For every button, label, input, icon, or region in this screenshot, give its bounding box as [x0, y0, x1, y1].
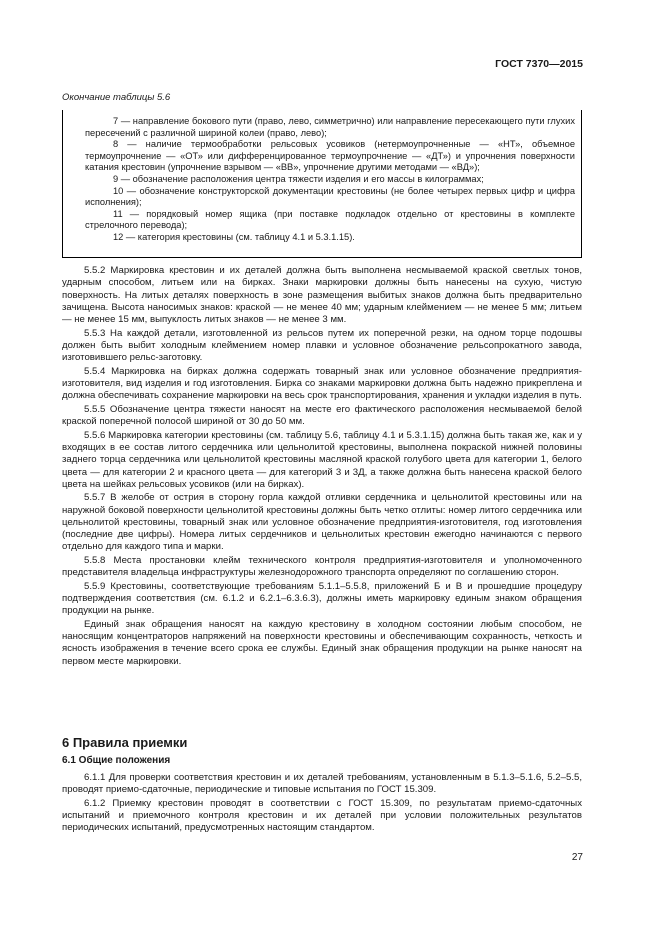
subsection-title: 6.1 Общие положения [62, 755, 171, 766]
paragraph-5-5-5: 5.5.5 Обозначение центра тяжести наносят на месте его фактического расположения несмываемой белой краской поперечной полосой шириной от 30 до 50 мм. [62, 403, 582, 428]
table-note: 9 — обозначение расположения центра тяжести изделия и его массы в килограммах; [113, 173, 484, 184]
paragraph-5-5-6: 5.5.6 Маркировка категории крестовины (см. таблицу 5.6, таблицу 4.1 и 5.3.1.15) должна быть такая же, как и у входящих в ее состав литого сердечника или цельнолитой крестовины, выполнена покраской нижней половины заднего торца сердечника или цельнолитой крестовины масляной краской голубого цвета для категории 1, белого цвета — для категории 2 и красного цвета — для категорий 3 и 3Д, а также должна быть нанесена краской белого цвета на шейках рельсовых усовиков (или на бирках). [62, 429, 582, 490]
table-note: 11 — порядковый номер ящика (при поставке подкладок отдельно от крестовины в комплекте стрелочного перевода); [85, 208, 575, 231]
paragraph-6-1-1: 6.1.1 Для проверки соответствия крестовин и их деталей требованиям, установленным в 5.1.3–5.1.6, 5.2–5.5, проводят приемо-сдаточные, периодические и типовые испытания по ГОСТ 15.309. [62, 772, 582, 796]
acceptance-section-text [62, 772, 582, 836]
paragraph-5-5-3: 5.5.3 На каждой детали, изготовленной из рельсов путем их поперечной резки, на одном торце подошвы должен быть выбит холодным клеймением номер плавки и условное обозначение рельсопрокатного завода, изготовившего рельс-заготовку. [62, 327, 582, 364]
paragraph-6-1-2: 6.1.2 Приемку крестовин проводят в соответствии с ГОСТ 15.309, по результатам приемо-сдаточных испытаний и приемочного контроля крестовин и их деталей при условии положительных результатов периодических испытаний, предусмотренных настоящим стандартом. [62, 797, 582, 834]
table-note: 7 — направление бокового пути (право, лево, симметрично) или направление пересекающего пути глухих пересечений с различной шириной колеи (право, лево); [85, 116, 575, 138]
paragraph-5-5-7: 5.5.7 В желобе от острия в сторону горла каждой отливки сердечника и цельнолитой крестовины или на наружной боковой поверхности цельнолитой крестовины должны быть четко отлиты: номер литого сердечника или цельнолитой крестовины, товарный знак или условное обозначение предприятия-изготовителя, год изготовления (последние две цифры). Номера литых сердечников и цельнолитых крестовин ежегодно начинаются с первого отдельно для каждого типа и марки. [62, 492, 582, 553]
paragraph-5-5-2: 5.5.2 Маркировка крестовин и их деталей должна быть выполнена несмываемой краской светлых тонов, ударным способом, литьем или на бирках. Знаки маркировки должны быть нанесены на сухую, чистую поверхность. На литых деталях поверхность в зоне размещения выбитых знаков должна быть предварительно зачищена. Высота наносимых знаков: краской — не менее 40 мм; ударным клеймением — не менее 5 мм; литьем — не менее 15 мм, выпуклость литых знаков — не менее 3 мм. [62, 265, 582, 326]
paragraph-5-5-9: 5.5.9 Крестовины, соответствующие требованиям 5.1.1–5.5.8, приложений Б и В и прошедшие процедуру подтверждения соответствия (см. 6.1.2 и 6.2.1–6.3.6.3), должны иметь маркировку единым знаком обращения продукции на рынке. [62, 580, 582, 617]
table-note: 8 — наличие термообработки рельсовых усовиков (нетермоупрочненные — «НТ», объемное термоупрочнение — «ОТ» или дифференцированное термоупрочнение — «ДТ») и упрочнения поверхности катания крестовин (упрочнение взрывом — «ВВ», упрочнение другими методами — «ВД»); [85, 139, 575, 173]
table-notes-box [62, 110, 582, 258]
document-code: ГОСТ 7370—2015 [495, 58, 583, 70]
section-title: 6 Правила приемки [62, 735, 188, 750]
table-note: 12 — категория крестовины (см. таблицу 4.1 и 5.3.1.15). [113, 231, 355, 242]
table-notes [85, 116, 575, 244]
marking-section-text [62, 265, 582, 669]
table-note: 10 — обозначение конструкторской документации крестовины (не более четырех первых цифр и цифра исполнения); [85, 185, 575, 208]
paragraph-unified-mark: Единый знак обращения наносят на каждую крестовину в холодном состоянии любым способом, не наносящим концентраторов напряжений на поверхности крестовины и обеспечивающим сохранность, четкость и ясность изображения в течение всего срока ее службы. Единый знак обращения продукции на рынке наносят на первом месте маркировки. [62, 618, 582, 667]
page-number: 27 [571, 852, 583, 863]
table-caption: Окончание таблицы 5.6 [62, 92, 171, 103]
paragraph-5-5-8: 5.5.8 Места простановки клейм технического контроля предприятия-изготовителя и уполномоченного представителя владельца инфраструктуры железнодорожного транспорта определяют по соглашению сторон. [62, 554, 582, 579]
paragraph-5-5-4: 5.5.4 Маркировка на бирках должна содержать товарный знак или условное обозначение предприятия-изготовителя, вид изделия и год изготовления. Бирка со знаками маркировки должна быть надежно прикреплена и должна обеспечивать сохранение маркировки на весь срок транспортирования, хранения и укладки изделия в путь. [62, 365, 582, 402]
